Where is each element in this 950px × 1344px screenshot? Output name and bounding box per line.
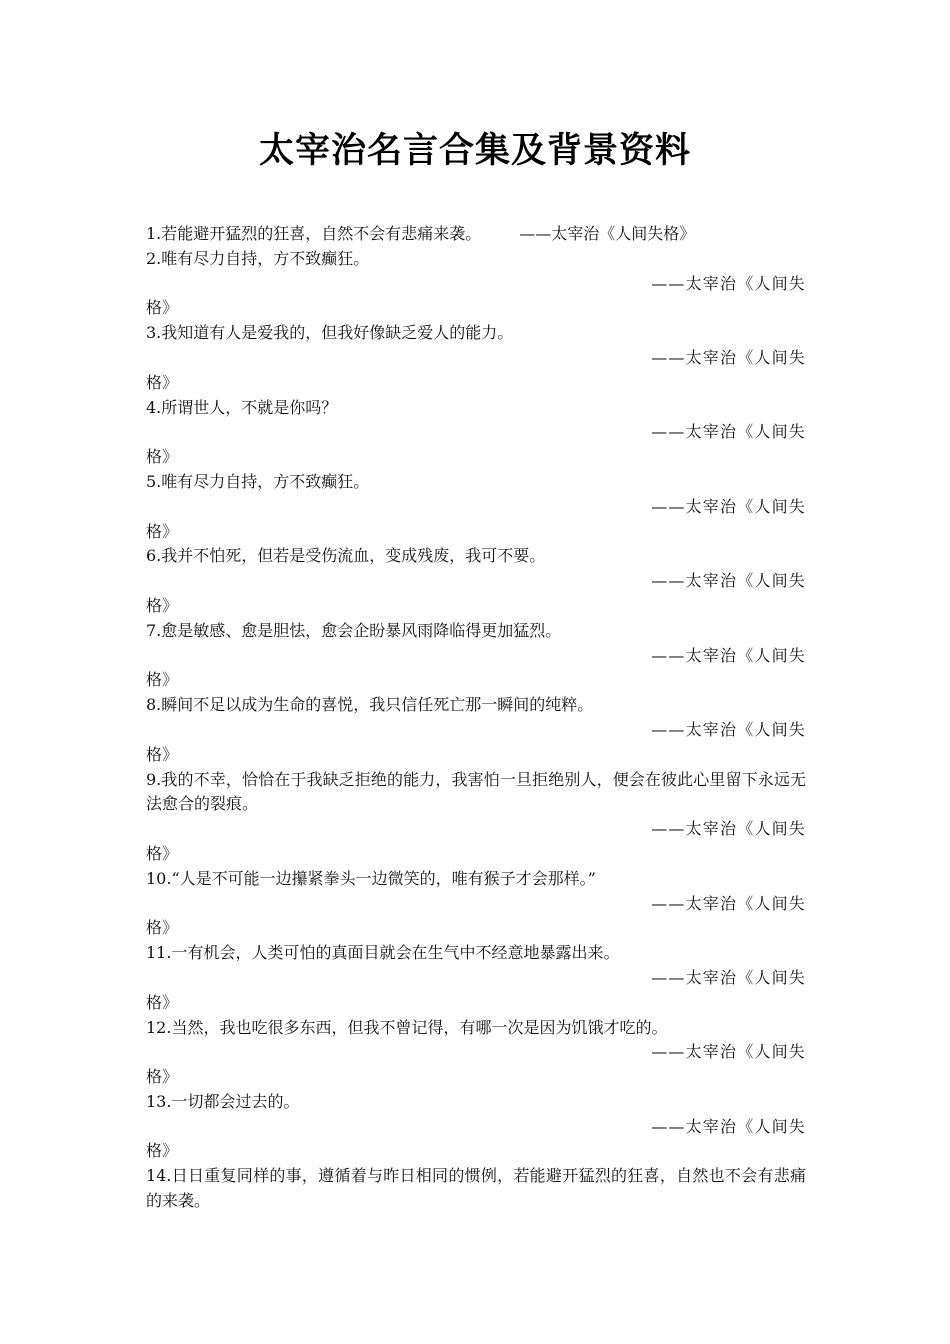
quote-text: 14.日日重复同样的事，遵循着与昨日相同的惯例，若能避开猛烈的狂喜，自然也不会有悲痛的来袭。 bbox=[146, 1166, 806, 1211]
quote-item-1 bbox=[146, 222, 806, 247]
quote-attribution: ——太宰治《人间失 bbox=[651, 719, 806, 739]
quote-text: 13.一切都会过去的。 bbox=[146, 1091, 300, 1111]
quote-text: 2.唯有尽力自持，方不致癫狂。 bbox=[146, 248, 370, 268]
quote-attribution: ——太宰治《人间失 bbox=[651, 496, 806, 516]
quote-text: 3.我知道有人是爱我的，但我好像缺乏爱人的能力。 bbox=[146, 323, 514, 343]
quote-attribution: ——太宰治《人间失 bbox=[651, 645, 806, 665]
quote-text: 10.“人是不可能一边攥紧拳头一边微笑的，唯有猴子才会那样。” bbox=[146, 868, 596, 888]
quote-attribution-tail: 格》 bbox=[146, 595, 179, 615]
quote-attribution: ——太宰治《人间失 bbox=[651, 422, 806, 442]
quote-attribution-tail: 格》 bbox=[146, 670, 179, 690]
quote-attribution-tail: 格》 bbox=[146, 918, 179, 938]
document-title: 太宰治名言合集及背景资料 bbox=[258, 130, 691, 171]
quote-text: 8.瞬间不足以成为生命的喜悦，我只信任死亡那一瞬间的纯粹。 bbox=[146, 695, 594, 715]
quote-attribution-tail: 格》 bbox=[146, 992, 179, 1012]
quote-attribution-tail: 格》 bbox=[146, 1141, 179, 1161]
quote-attribution: ——太宰治《人间失格》 bbox=[519, 224, 696, 243]
quote-text: 6.我并不怕死，但若是受伤流血，变成残废，我可不要。 bbox=[146, 546, 546, 566]
quote-attribution-tail: 格》 bbox=[146, 521, 179, 541]
quote-attribution: ——太宰治《人间失 bbox=[651, 967, 806, 987]
quote-text: 11.一有机会，人类可怕的真面目就会在生气中不经意地暴露出来。 bbox=[146, 943, 620, 963]
quote-attribution: ——太宰治《人间失 bbox=[651, 273, 806, 293]
quote-text: 5.唯有尽力自持，方不致癫狂。 bbox=[146, 471, 370, 491]
quote-list bbox=[146, 222, 806, 1214]
quote-attribution-tail: 格》 bbox=[146, 744, 179, 764]
quote-attribution: ——太宰治《人间失 bbox=[651, 819, 806, 839]
quote-attribution-tail: 格》 bbox=[146, 843, 179, 863]
quote-text: 12.当然，我也吃很多东西，但我不曾记得，有哪一次是因为饥饿才吃的。 bbox=[146, 1017, 668, 1037]
quote-attribution-tail: 格》 bbox=[146, 372, 179, 392]
quote-attribution: ——太宰治《人间失 bbox=[651, 571, 806, 591]
quote-attribution: ——太宰治《人间失 bbox=[651, 347, 806, 367]
quote-text: 1.若能避开猛烈的狂喜，自然不会有悲痛来袭。 bbox=[146, 224, 482, 243]
quote-attribution: ——太宰治《人间失 bbox=[651, 1116, 806, 1136]
quote-attribution-tail: 格》 bbox=[146, 1067, 179, 1087]
quote-text: 7.愈是敏感、愈是胆怯，愈会企盼暴风雨降临得更加猛烈。 bbox=[146, 620, 562, 640]
quote-attribution-tail: 格》 bbox=[146, 298, 179, 318]
quote-text: 4.所谓世人，不就是你吗？ bbox=[146, 397, 338, 417]
quote-attribution: ——太宰治《人间失 bbox=[651, 1042, 806, 1062]
quote-attribution-tail: 格》 bbox=[146, 447, 179, 467]
quote-text: 9.我的不幸，恰恰在于我缺乏拒绝的能力，我害怕一旦拒绝别人，便会在彼此心里留下永远无法愈合的裂痕。 bbox=[146, 769, 806, 814]
quote-attribution: ——太宰治《人间失 bbox=[651, 893, 806, 913]
